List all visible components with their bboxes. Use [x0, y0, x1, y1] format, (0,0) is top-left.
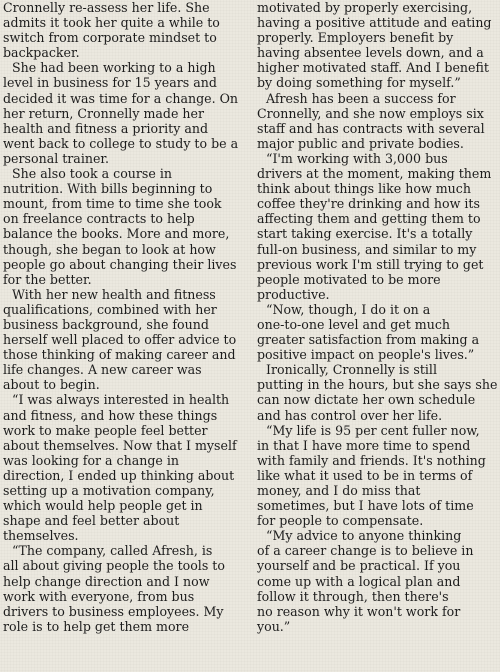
- text-line: She had been working to a high: [12, 60, 216, 76]
- text-line: think about things like how much: [257, 181, 471, 197]
- text-line: coffee they're drinking and how its: [257, 196, 480, 212]
- article-paragraph: [257, 151, 497, 302]
- text-line: people go about changing their lives: [3, 256, 237, 272]
- text-line: previous work I'm still trying to get: [257, 256, 484, 272]
- text-line: for the better.: [3, 271, 92, 287]
- text-line: staff and has contracts with several: [257, 120, 485, 136]
- article-paragraph: [257, 302, 497, 362]
- text-line: affecting them and getting them to: [257, 211, 481, 227]
- text-line: having absentee levels down, and a: [257, 45, 484, 61]
- text-line: follow it through, then there's: [257, 588, 449, 604]
- text-line: switch from corporate mindset to: [3, 30, 217, 46]
- text-line: admits it took her quite a while to: [3, 15, 220, 31]
- article-paragraph: [257, 91, 497, 151]
- text-line: full-on business, and similar to my: [257, 241, 477, 257]
- text-line: major public and private bodies.: [257, 135, 464, 151]
- text-line: sometimes, but I have lots of time: [257, 498, 474, 514]
- text-line: personal trainer.: [3, 150, 110, 166]
- text-line: business background, she found: [3, 316, 209, 332]
- text-line: Cronnelly, and she now employs six: [257, 105, 484, 121]
- text-line: Cronnelly re-assess her life. She: [3, 0, 210, 15]
- text-line: direction, I ended up thinking about: [3, 467, 235, 483]
- text-line: help change direction and I now: [3, 573, 210, 589]
- article-paragraph: [3, 392, 248, 543]
- article-column-left: [3, 0, 248, 634]
- text-line: about to begin.: [3, 377, 100, 393]
- text-line: and fitness, and how these things: [3, 407, 218, 423]
- text-line: “I'm working with 3,000 bus: [266, 150, 448, 166]
- text-line: “I was always interested in health: [12, 392, 230, 408]
- article-paragraph: [257, 0, 497, 91]
- text-line: about themselves. Now that I myself: [3, 437, 237, 453]
- text-line: balance the books. More and more,: [3, 226, 230, 242]
- text-line: money, and I do miss that: [257, 483, 421, 498]
- text-line: decided it was time for a change. On: [3, 90, 239, 106]
- text-line: putting in the hours, but she says she: [257, 377, 498, 393]
- text-line: come up with a logical plan and: [257, 573, 461, 589]
- text-line: “My advice to anyone thinking: [266, 528, 462, 544]
- text-line: productive.: [257, 286, 330, 302]
- text-line: motivated by properly exercising,: [257, 0, 473, 15]
- text-line: of a career change is to believe in: [257, 543, 474, 559]
- article-paragraph: [3, 543, 248, 634]
- text-line: higher motivated staff. And I benefit: [257, 60, 489, 76]
- text-line: though, she began to look at how: [3, 241, 216, 257]
- text-line: and has control over her life.: [257, 407, 443, 423]
- text-line: With her new health and fitness: [12, 286, 216, 302]
- text-line: like what it used to be in terms of: [257, 467, 473, 483]
- text-line: properly. Employers benefit by: [257, 30, 454, 46]
- text-line: work to make people feel better: [3, 422, 208, 438]
- article-paragraph: [257, 528, 497, 634]
- article-paragraph: [3, 60, 248, 166]
- text-line: Afresh has been a success for: [266, 90, 456, 106]
- text-line: was looking for a change in: [3, 452, 179, 468]
- text-line: with family and friends. It's nothing: [257, 452, 486, 468]
- article-paragraph: [3, 287, 248, 393]
- text-line: “Now, though, I do it on a: [266, 301, 431, 317]
- text-line: her return, Cronnelly made her: [3, 105, 205, 121]
- text-line: one-to-one level and get much: [257, 316, 451, 332]
- text-line: life changes. A new career was: [3, 362, 202, 378]
- text-line: mount, from time to time she took: [3, 196, 222, 212]
- text-line: for people to compensate.: [257, 513, 424, 529]
- text-line: can now dictate her own schedule: [257, 392, 476, 408]
- text-line: She also took a course in: [12, 166, 172, 182]
- text-line: people motivated to be more: [257, 271, 441, 287]
- text-line: on freelance contracts to help: [3, 211, 195, 227]
- text-line: “My life is 95 per cent fuller now,: [266, 422, 480, 438]
- text-line: start taking exercise. It's a totally: [257, 226, 473, 242]
- text-line: “The company, called Afresh, is: [12, 543, 213, 559]
- text-line: level in business for 15 years and: [3, 75, 217, 91]
- text-line: having a positive attitude and eating: [257, 15, 492, 31]
- text-line: shape and feel better about: [3, 513, 180, 529]
- text-line: nutrition. With bills beginning to: [3, 181, 213, 197]
- article-paragraph: [257, 362, 497, 422]
- text-line: drivers to business employees. My: [3, 603, 224, 619]
- text-line: themselves.: [3, 528, 79, 544]
- article-paragraph: [257, 423, 497, 529]
- text-line: drivers at the moment, making them: [257, 166, 492, 182]
- text-line: by doing something for myself.”: [257, 75, 461, 91]
- text-line: herself well placed to offer advice to: [3, 332, 237, 348]
- text-line: positive impact on people's lives.”: [257, 347, 475, 363]
- text-line: all about giving people the tools to: [3, 558, 225, 574]
- article-column-right: [257, 0, 497, 634]
- text-line: Ironically, Cronnelly is still: [266, 362, 437, 378]
- text-line: no reason why it won't work for: [257, 603, 461, 619]
- article-paragraph: [3, 166, 248, 287]
- article-paragraph: [3, 0, 248, 60]
- text-line: qualifications, combined with her: [3, 301, 217, 317]
- text-line: greater satisfaction from making a: [257, 332, 480, 348]
- text-line: role is to help get them more: [3, 618, 190, 634]
- text-line: in that I have more time to spend: [257, 437, 471, 453]
- text-line: those thinking of making career and: [3, 347, 236, 363]
- text-line: work with everyone, from bus: [3, 588, 195, 604]
- text-line: health and fitness a priority and: [3, 120, 209, 136]
- text-line: went back to college to study to be a: [3, 135, 239, 151]
- text-line: yourself and be practical. If you: [257, 558, 461, 574]
- text-line: you.”: [257, 618, 291, 634]
- text-line: backpacker.: [3, 45, 80, 61]
- text-line: which would help people get in: [3, 498, 203, 514]
- text-line: setting up a motivation company,: [3, 483, 215, 498]
